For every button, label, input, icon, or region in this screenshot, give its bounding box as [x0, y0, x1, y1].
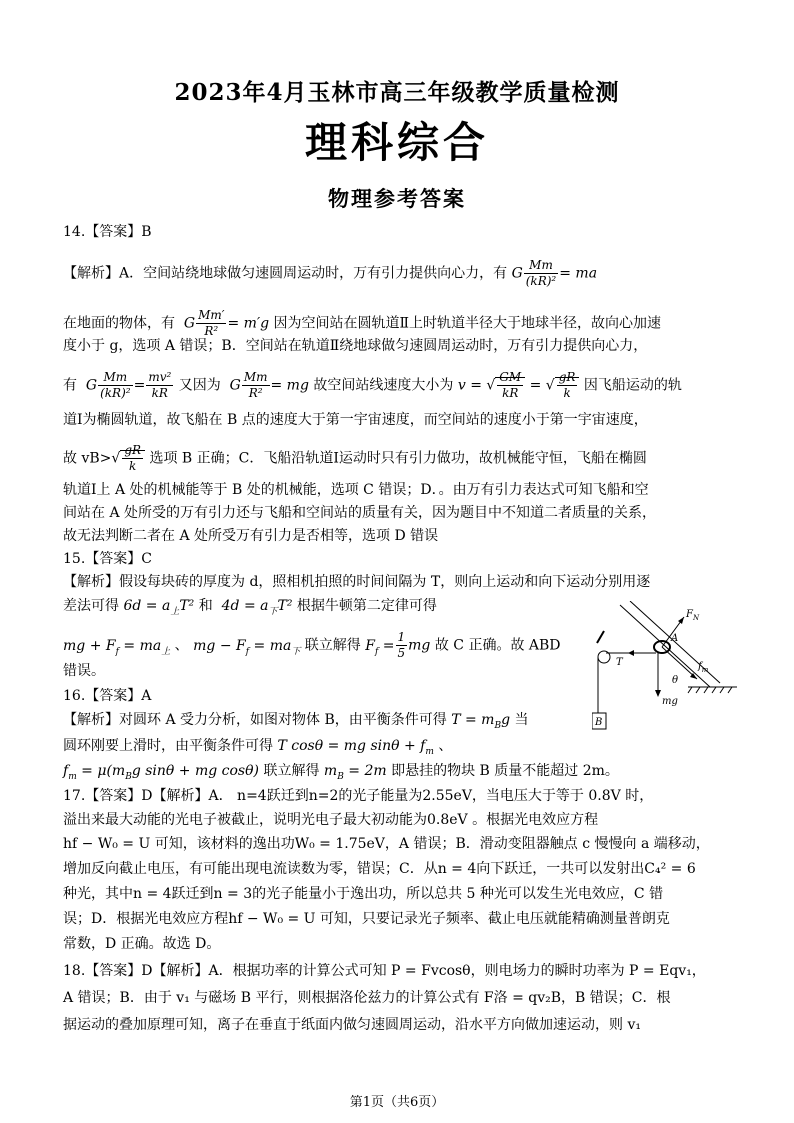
q17-line4: 增加反向截止电压，有可能出现电流读数为零，错误；C．从n = 4向下跃迁，一共可以发射出C₄² = 6	[63, 861, 696, 877]
q18-line2: A 错误；B．由于 v₁ 与磁场 B 平行，则根据洛伦兹力的计算公式有 F洛 = qv₂B，B 错误；C．根	[63, 990, 671, 1006]
label-fn: $F_N$	[686, 609, 700, 622]
q18-line3: 据运动的叠加原理可知，离子在垂直于纸面内做匀速圆周运动，沿水平方向做加速运动，则 v₁	[63, 1017, 641, 1033]
q15-line1: 【解析】假设每块砖的厚度为 d，照相机拍照的时间间隔为 T，则向上运动和向下运动分别用逐	[63, 574, 651, 590]
formula: $\frac{Mm}{\text{(kR)²}}$	[525, 258, 557, 288]
q17-line2: 溢出来最大动能的光电子被截止，说明光电子最大初动能为0.8eV 。根据光电效应方程	[63, 812, 599, 828]
q14-line8: 间站在 A 处所受的万有引力还与飞船和空间站的质量有关，因为题目中不知道二者质量的关系，	[63, 505, 657, 521]
wall-stub	[597, 631, 604, 643]
q14-line6: 故 vB>√ $\frac{gR}{k}$ 选项 B 正确；C．飞船沿轨道Ⅰ运动时只有引力做功，故机械能守恒，飞船在椭圆	[63, 443, 647, 473]
q17-line3: hf − W₀ = U 可知，该材料的逸出功W₀ = 1.75eV，A 错误；B．滑动变阻器触点 c 慢慢向 a 端移动，	[63, 836, 710, 852]
q14-line5: 道Ⅰ为椭圆轨道，故飞船在 B 点的速度大于第一宇宙速度，而空间站的速度小于第一宇宙速度，	[63, 412, 648, 428]
friction-arrow	[662, 647, 697, 679]
section-title: 物理参考答案	[328, 187, 466, 211]
q15-line4: 错误。	[63, 663, 105, 679]
q16-line1: 【解析】对圆环 A 受力分析，如图对物体 B，由平衡条件可得 $T = m_Bg$ 当	[63, 712, 529, 731]
arrowhead	[655, 690, 661, 697]
label-a: A	[671, 633, 679, 644]
q16-line2: 圆环刚要上滑时，由平衡条件可得 T cosθ = mg $\sin\theta + f_m$ 、	[63, 738, 453, 757]
q14-line2: 在地面的物体，有 G $\frac{Mm'}{\text{R²}}$ = m′g 因为空间站在圆轨道Ⅱ上时轨道半径大于地球半径，故向心加速	[63, 308, 662, 338]
label-theta: θ	[672, 675, 679, 686]
q15-answer: 15.【答案】C	[63, 551, 152, 567]
ground-hatch	[688, 687, 732, 693]
q15-line2: 差法可得 $6d = a_上T^2$ 和 $4d = a_下T^2$ 根据牛顿第二定律可得	[63, 598, 437, 617]
arrowhead	[678, 617, 684, 624]
arrowhead	[628, 650, 634, 656]
q14-answer: 14.【答案】B	[63, 224, 152, 240]
q17-line6: 误；D．根据光电效应方程hf − W₀ = U 可知，只要记录光子频率、截止电压就能精确测量普朗克	[63, 911, 670, 927]
formula: $\frac{Mm'}{\text{R²}}$	[198, 308, 225, 338]
subject-title: 理科综合	[304, 118, 489, 167]
q17-line5: 种光，其中n = 4跃迁到n = 3的光子能量小于逸出功，所以总共 5 种光可以发生光电效应，C 错	[63, 886, 664, 902]
label-mg: mg	[662, 696, 678, 707]
q14-line7: 轨道Ⅰ上 A 处的机械能等于 B 处的机械能，选项 C 错误；D．。由万有引力表达式可知飞船和空	[63, 482, 649, 498]
label-b: B	[595, 717, 603, 728]
exam-title: 2023年4月玉林市高三年级教学质量检测	[174, 79, 620, 106]
force-diagram	[592, 601, 742, 736]
formula: G	[511, 265, 523, 282]
q15-line3: mg + $F_f = ma_上$ 、 mg − $F_f = ma_下$ 联立解得 $F_f$ = $\frac{1}{5}$ mg 故 C 正确。故 ABD	[63, 630, 561, 660]
q14-line3: 度小于 g，选项 A 错误；B．空间站在轨道Ⅱ绕地球做匀速圆周运动时，万有引力提供向心力，	[63, 338, 648, 354]
q17-line1: 17.【答案】D【解析】A． n=4跃迁到n=2的光子能量为2.55eV，当电压大于等于 0.8V 时，	[63, 788, 654, 804]
q14-line1: 【解析】A．空间站绕地球做匀速圆周运动时，万有引力提供向心力，有 G $\frac{Mm}{\text{(kR)²}}$ = ma	[63, 258, 598, 288]
q14-line4: 有 G $\frac{Mm}{\text{(kR)²}}$ = $\frac{\text{mv²}}{kR}$ 又因为 G $\frac{Mm}{\text{R²}}$ = mg 故空间站线速度大小为 v = √ $\frac{GM}{kR}$ = √ $\frac{gR}{k}$ 因飞船运动的轨	[63, 370, 682, 400]
q18-line1: 18.【答案】D【解析】A．根据功率的计算公式可知 P = Fvcosθ，则电场力的瞬时功率为 P = Eqv₁，	[63, 963, 706, 979]
q16-answer: 16.【答案】A	[63, 688, 152, 704]
q14-line9: 故无法判断二者在 A 处所受万有引力是否相等，选项 D 错误	[63, 528, 439, 544]
q17-line7: 常数，D 正确。故选 D。	[63, 936, 221, 952]
page-footer: 第1页（共6页）	[349, 1095, 445, 1110]
label-fm: $f_m$	[698, 661, 709, 674]
label-t: T	[616, 657, 623, 668]
q16-line3: $f_m = \mu(m_Bg$ sinθ + mg cosθ) 联立解得 $m_B = 2m$ 即悬挂的物块 B 质量不能超过 2m。	[63, 763, 619, 782]
